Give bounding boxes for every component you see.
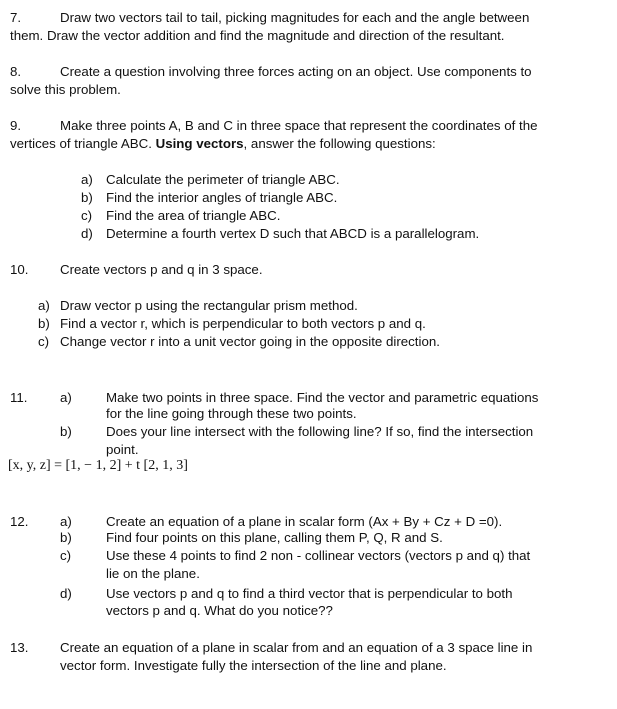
q9-text: Make three points A, B and C in three space that represent the coordinates of the	[60, 118, 538, 133]
q11-a-text: Make two points in three space. Find the vector and parametric equations	[106, 390, 539, 405]
q10-item-text: Draw vector p using the rectangular prism method.	[60, 298, 358, 313]
q9-item-text: Calculate the perimeter of triangle ABC.	[106, 172, 340, 187]
q12-number: 12.	[10, 514, 29, 529]
q12-a-text: Create an equation of a plane in scalar form (Ax + By + Cz + D =0).	[106, 514, 503, 529]
q11-b-text: point.	[106, 442, 139, 457]
q12-d-text: vectors p and q. What do you notice??	[106, 603, 333, 618]
q10-item-label: b)	[38, 316, 50, 331]
q13-text: vector form. Investigate fully the intersection of the line and plane.	[60, 658, 447, 673]
q9-number: 9.	[10, 118, 22, 133]
q9-item-label: d)	[81, 226, 93, 241]
q8-text: Create a question involving three forces acting on an object. Use components to	[60, 64, 532, 79]
q9-item-text: Find the area of triangle ABC.	[106, 208, 281, 223]
q12-d-label: d)	[60, 586, 72, 601]
q9-item-text: Determine a fourth vertex D such that ABCD is a parallelogram.	[106, 226, 480, 241]
q9-text	[10, 135, 436, 153]
q12-c-text: Use these 4 points to find 2 non - collinear vectors (vectors p and q) that	[106, 548, 531, 563]
q10-item-text: Change vector r into a unit vector going in the opposite direction.	[60, 334, 440, 349]
q10-text: Create vectors p and q in 3 space.	[60, 262, 263, 277]
q11-a-label: a)	[60, 390, 72, 405]
q7-text: Draw two vectors tail to tail, picking magnitudes for each and the angle between	[60, 10, 530, 25]
q10-number: 10.	[10, 262, 29, 277]
q12-d-text: Use vectors p and q to find a third vector that is perpendicular to both	[106, 586, 513, 601]
q10-item-label: a)	[38, 298, 50, 313]
q7-text: them. Draw the vector addition and find the magnitude and direction of the resultant.	[10, 28, 505, 43]
q11-number: 11.	[10, 390, 28, 405]
q11-a-text: for the line going through these two points.	[106, 406, 357, 421]
q7-number: 7.	[10, 10, 22, 25]
q13-text: Create an equation of a plane in scalar from and an equation of a 3 space line in	[60, 640, 533, 655]
q11-b-label: b)	[60, 424, 72, 439]
line-equation: [x, y, z] = [1, − 1, 2] + t [2, 1, 3]	[8, 458, 188, 473]
q9-item-label: c)	[81, 208, 93, 223]
q10-item-text: Find a vector r, which is perpendicular to both vectors p and q.	[60, 316, 426, 331]
q8-number: 8.	[10, 64, 22, 79]
q13-number: 13.	[10, 640, 29, 655]
q9-text-part: , answer the following questions:	[243, 136, 436, 151]
q12-b-text: Find four points on this plane, calling them P, Q, R and S.	[106, 530, 443, 545]
q9-item-label: a)	[81, 172, 93, 187]
q12-b-label: b)	[60, 530, 72, 545]
q9-item-label: b)	[81, 190, 93, 205]
q10-item-label: c)	[38, 334, 50, 349]
q9-emphasis: Using vectors	[155, 136, 244, 151]
q11-b-text: Does your line intersect with the following line? If so, find the intersection	[106, 424, 534, 439]
q8-text: solve this problem.	[10, 82, 121, 97]
q9-text-part: vertices of triangle ABC.	[10, 136, 156, 151]
q12-c-label: c)	[60, 548, 72, 563]
q12-c-text: lie on the plane.	[106, 566, 200, 581]
q9-item-text: Find the interior angles of triangle ABC.	[106, 190, 338, 205]
q12-a-label: a)	[60, 514, 72, 529]
